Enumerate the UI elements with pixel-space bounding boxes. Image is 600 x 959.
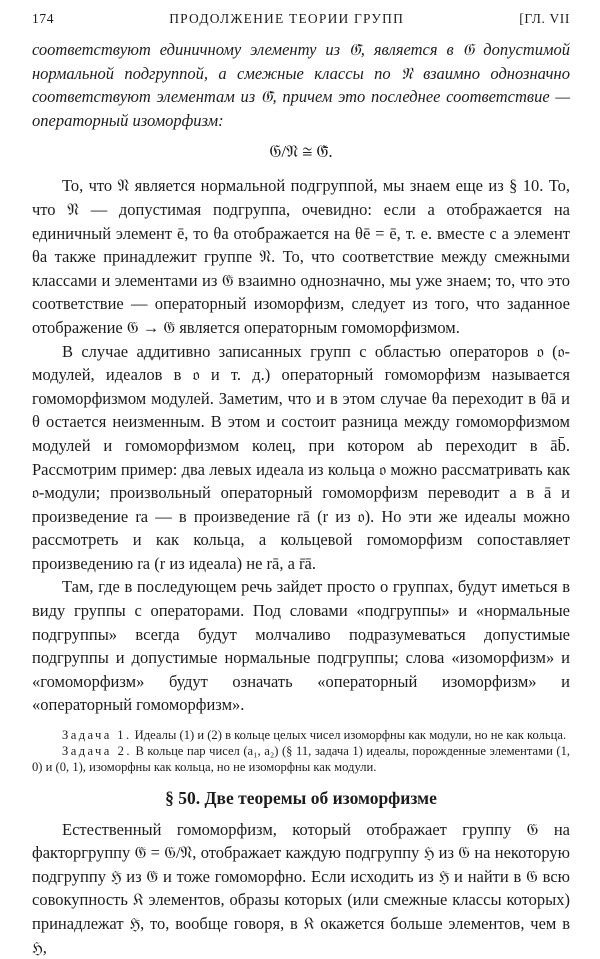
chapter-label: [ГЛ. VII: [519, 11, 570, 26]
problem-2-label: Задача 2.: [62, 744, 132, 759]
running-head: [32, 10, 570, 28]
problem-1-text: Идеалы (1) и (2) в кольце целых чисел изоморфны как модули, но не как кольца.: [134, 728, 567, 743]
section-heading: § 50. Две теоремы об изоморфизме: [165, 787, 437, 808]
paragraph-modules: В случае аддитивно записанных групп с областью операторов 𝔬 (𝔬-модулей, идеалов в 𝔬 и т. д.) операторный гомоморфизм называется гомоморфизмом модулей. Заметим, что и в этом случае θa переходит в θā и θ остается неизменным. В этом и состоит разница между гомоморфизмом модулей и гомоморфизмом колец, при котором ab переходит в āb̄. Рассмотрим пример: два левых идеала из кольца 𝔬 можно рассматривать как 𝔬-модули; произвольный операторный гомоморфизм переводит a в ā и произведение ra — в произведение rā (r из 𝔬). Но эти же идеалы можно рассмотреть и как кольца, а кольцевой гомоморфизм сопоставляет произведению ra (r из идеала) не rā, а r̄ā.: [32, 341, 570, 573]
page-number: 174: [32, 11, 55, 26]
problem-2: [32, 743, 570, 775]
running-title: ПРОДОЛЖЕНИЕ ТЕОРИИ ГРУПП: [169, 11, 405, 26]
paragraph-natural-homomorphism: Естественный гомоморфизм, который отображает группу 𝔊 на факторгруппу 𝔊̄ = 𝔊/𝔑, отображает каждую подгруппу ℌ из 𝔊 на некоторую подгруппу ℌ̄ из 𝔊̄ и тоже гомоморфно. Если исходить из ℌ̄ и найти в 𝔊 всю совокупность 𝔎 элементов, образы которых (или смежные классы которых) принадлежат ℌ̄, то, вообще говоря, в 𝔎 окажется больше элементов, чем в ℌ,: [32, 819, 570, 957]
problem-2-text: В кольце пар чисел (a₁, a₂) (§ 11, задача 1) идеалы, порожденные элементами (1, 0) и (0, 1), изоморфны как кольца, но не изоморфны как модули.: [32, 744, 571, 775]
paragraph-groups-with-operators: Там, где в последующем речь зайдет просто о группах, будут иметься в виду группы с операторами. Под словами «подгруппы» и «нормальные подгруппы» всегда будут молчаливо подразумеваться допустимые подгруппы и допустимые нормальные подгруппы; слова «изоморфизм» и «гомоморфизм» будут означать «операторный изоморфизм» и «операторный гомоморфизм».: [32, 577, 570, 715]
problem-1-label: Задача 1.: [62, 728, 132, 743]
problem-1: [32, 727, 570, 743]
theorem-continuation: соответствуют единичному элементу из 𝔊̄, является в 𝔊 допустимой нормальной подгруппой, а смежные классы по 𝔑 взаимно однозначно соответствуют элементам из 𝔊̄, причем это последнее соответствие — операторный изоморфизм:: [32, 40, 570, 130]
paragraph-proof: То, что 𝔑 является нормальной подгруппой, мы знаем еще из § 10. То, что 𝔑 — допустимая подгруппа, очевидно: если a отображается на единичный элемент ē, то θa отображается на θē = ē, т. е. вместе с a элемент θa также принадлежит группе 𝔑. То, что соответствие между смежными классами и элементами из 𝔊̄ взаимно однозначно, мы уже знаем; то, что это соответствие — операторный изоморфизм, следует из того, что заданное отображение 𝔊 → 𝔊̄ является операторным гомоморфизмом.: [32, 176, 570, 337]
isomorphism-formula: 𝔊/𝔑 ≅ 𝔊̄.: [269, 142, 333, 162]
